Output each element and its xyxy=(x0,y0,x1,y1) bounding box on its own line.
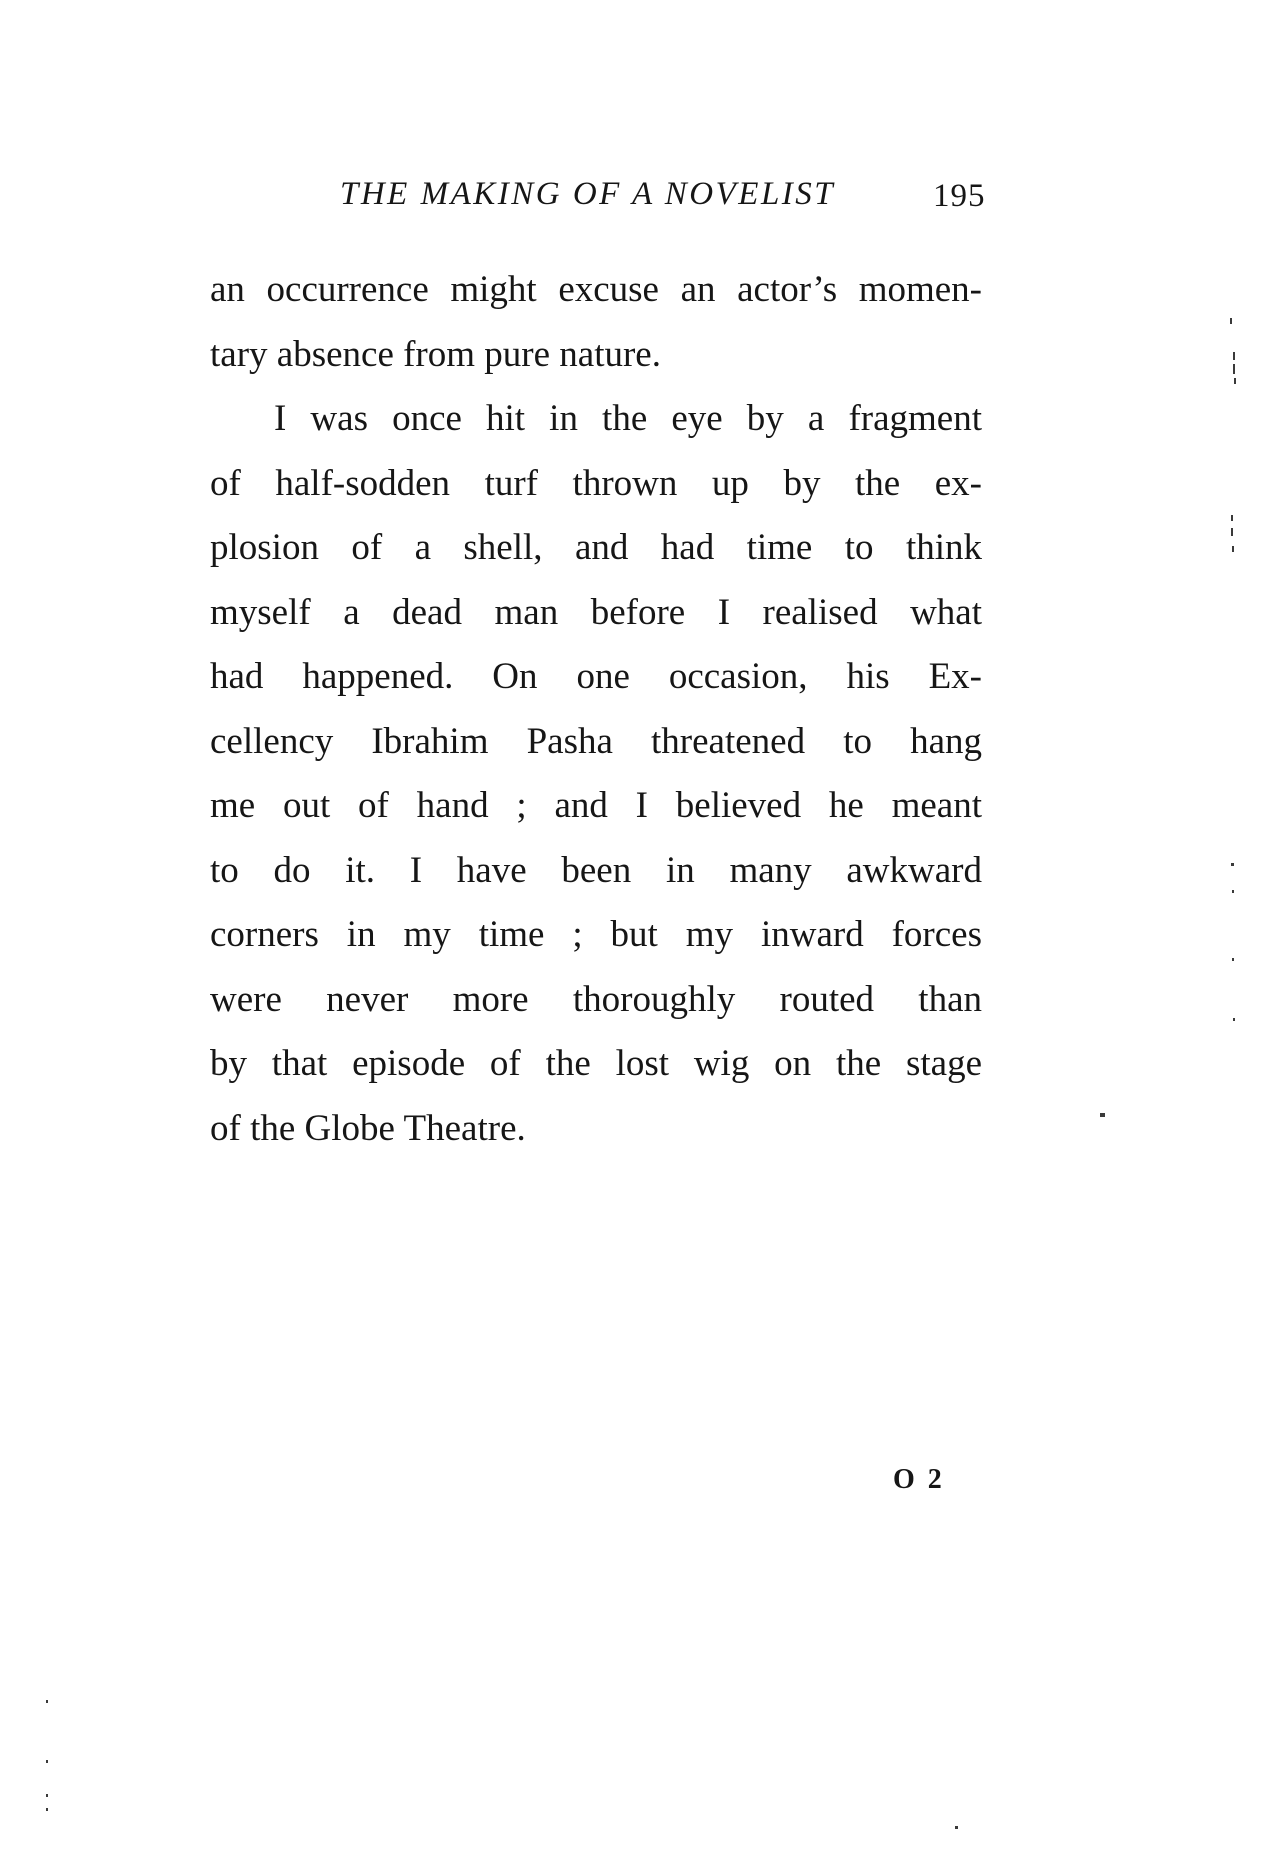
text-line: an occurrence might excuse an actor’s momen- xyxy=(210,269,982,310)
running-head-title: THE MAKING OF A NOVELIST xyxy=(340,176,836,212)
scan-speck xyxy=(1231,515,1233,521)
text-line: plosion of a shell, and had time to think xyxy=(210,527,982,568)
text-line: had happened. On one occasion, his Ex- xyxy=(210,656,982,697)
text-line: corners in my time ; but my inward forces xyxy=(210,914,982,955)
text-line: were never more thoroughly routed than xyxy=(210,978,982,1020)
scan-speck xyxy=(1232,958,1234,961)
text-line: tary absence from pure nature. xyxy=(210,333,661,375)
text-line: myself a dead man before I realised what xyxy=(210,591,982,633)
scan-speck xyxy=(1233,364,1235,374)
scan-speck xyxy=(955,1826,958,1829)
text-line: cellency Ibrahim Pasha threatened to hang xyxy=(210,720,982,762)
scan-speck xyxy=(1230,318,1232,324)
scan-speck xyxy=(1100,1113,1105,1117)
text-line: by that episode of the lost wig on the stage xyxy=(210,1043,982,1084)
scan-speck xyxy=(46,1760,48,1763)
scan-speck xyxy=(1232,546,1234,552)
scan-speck xyxy=(1231,528,1233,536)
signature-mark: O 2 xyxy=(893,1464,945,1495)
scan-speck xyxy=(1233,1018,1235,1021)
text-line: me out of hand ; and I believed he meant xyxy=(210,785,982,826)
page-number: 195 xyxy=(933,178,986,214)
text-line: of the Globe Theatre. xyxy=(210,1107,526,1149)
text-line: of half-sodden turf thrown up by the ex- xyxy=(210,462,982,504)
scan-speck xyxy=(1233,352,1235,360)
text-line: I was once hit in the eye by a fragment xyxy=(274,398,982,439)
text-line: to do it. I have been in many awkward xyxy=(210,849,982,891)
scan-speck xyxy=(1231,863,1234,866)
scan-speck xyxy=(1234,378,1236,384)
scan-speck xyxy=(46,1808,48,1811)
scan-speck xyxy=(46,1794,48,1797)
scan-speck xyxy=(46,1700,48,1703)
scan-speck xyxy=(1232,890,1234,893)
